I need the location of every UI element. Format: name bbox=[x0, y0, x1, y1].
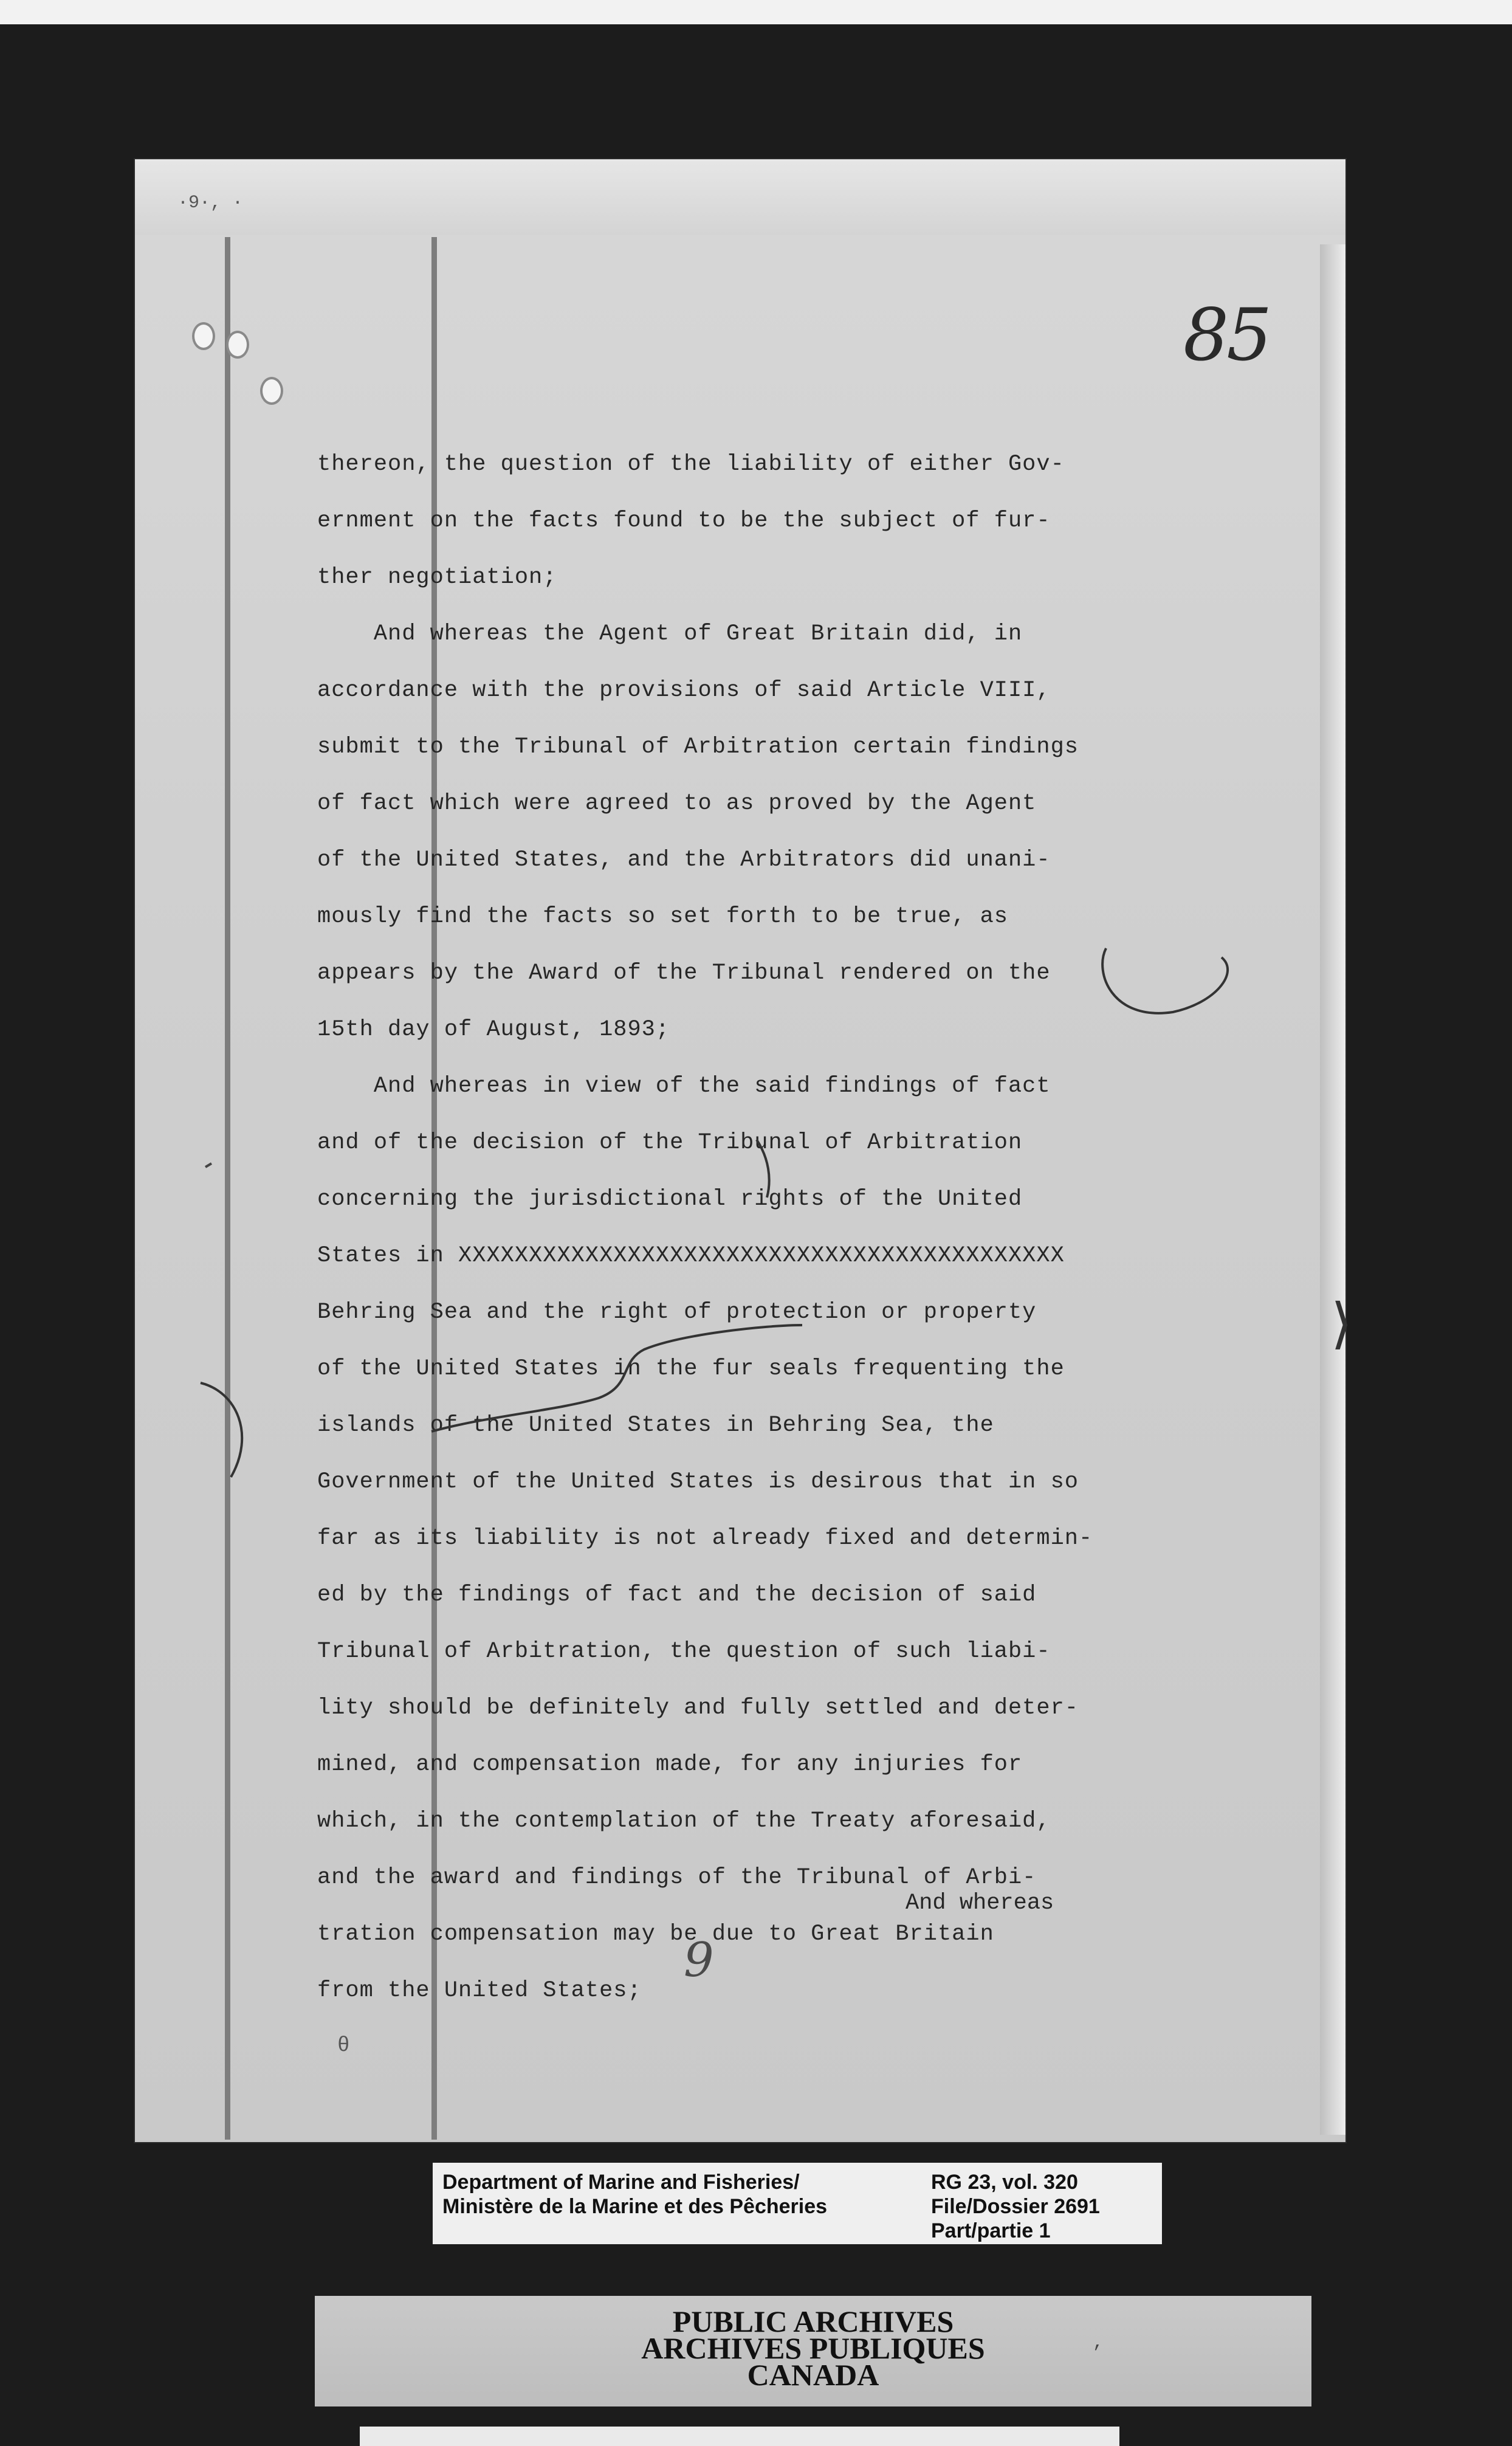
text-line: mously find the facts so set forth to be true, as bbox=[317, 904, 1008, 929]
archive-reference-label bbox=[433, 2163, 1162, 2244]
stamp-line-3: CANADA bbox=[747, 2358, 879, 2392]
text-line: of the United States in the fur seals frequenting the bbox=[317, 1356, 1065, 1382]
stamp-line-1: PUBLIC ARCHIVES bbox=[672, 2304, 954, 2338]
text-line: and of the decision of the Tribunal of Arbitration bbox=[317, 1130, 1023, 1156]
stamp-speck: , bbox=[1093, 2332, 1104, 2353]
margin-tick bbox=[205, 1163, 211, 1167]
corner-marks: ·9·, · bbox=[177, 193, 244, 213]
stamp-line-2: ARCHIVES PUBLIQUES bbox=[641, 2331, 985, 2365]
text-line: far as its liability is not already fixed and determin- bbox=[317, 1526, 1093, 1551]
department-line-2: Ministère de la Marine et des Pêcheries bbox=[442, 2195, 828, 2218]
text-line-struck: States in XXXXXXXXXXXXXXXXXXXXXXXXXXXXXXXXXXXXXXXXXXX bbox=[317, 1243, 1065, 1269]
text-line: mined, and compensation made, for any injuries for bbox=[317, 1752, 1023, 1777]
text-line: And whereas in view of the said findings of fact bbox=[317, 1073, 1051, 1099]
text-line: tration compensation may be due to Great Britain bbox=[317, 1921, 994, 1947]
pencil-insert-mark bbox=[757, 1140, 769, 1197]
text-line: from the United States; bbox=[317, 1978, 642, 2003]
archives-stamp bbox=[315, 2296, 1311, 2406]
pencil-circle-mark bbox=[1102, 948, 1228, 1013]
handwritten-page-number: 85 bbox=[1183, 293, 1270, 377]
text-line: 15th day of August, 1893; bbox=[317, 1017, 670, 1042]
department-label bbox=[442, 2170, 827, 2219]
text-line: of fact which were agreed to as proved by the Agent bbox=[317, 791, 1037, 816]
file-number: File/Dossier 2691 bbox=[931, 2195, 1100, 2218]
text-line: ernment on the facts found to be the subject of fur- bbox=[317, 508, 1051, 534]
margin-mark: θ bbox=[337, 2034, 350, 2058]
text-line: submit to the Tribunal of Arbitration certain findings bbox=[317, 734, 1079, 760]
text-line: of the United States, and the Arbitrators did unani- bbox=[317, 847, 1051, 873]
text-line: concerning the jurisdictional rights of the United bbox=[317, 1187, 1023, 1212]
text-line: lity should be definitely and fully settled and deter- bbox=[317, 1695, 1079, 1721]
text-line: ther negotiation; bbox=[317, 565, 557, 590]
archives-stamp-text bbox=[315, 2304, 1311, 2392]
text-line: And whereas the Agent of Great Britain did, in bbox=[317, 621, 1023, 647]
right-margin-pencil-mark: ⟩ bbox=[1331, 1292, 1353, 1356]
text-line: appears by the Award of the Tribunal rendered on the bbox=[317, 960, 1051, 986]
part-number: Part/partie 1 bbox=[931, 2219, 1051, 2242]
text-line: which, in the contemplation of the Treaty aforesaid, bbox=[317, 1808, 1051, 1834]
handwritten-folio: 9 bbox=[684, 1933, 714, 1988]
text-line: islands of the United States in Behring Sea, the bbox=[317, 1413, 994, 1438]
bottom-film-strip bbox=[360, 2427, 1119, 2446]
text-line: Government of the United States is desirous that in so bbox=[317, 1469, 1079, 1495]
text-line: Behring Sea and the right of protection or property bbox=[317, 1300, 1037, 1325]
pencil-caret-line bbox=[431, 1325, 802, 1431]
text-line: and the award and findings of the Tribunal of Arbi- bbox=[317, 1865, 1037, 1890]
text-line: accordance with the provisions of said Article VIII, bbox=[317, 678, 1051, 703]
text-line: Tribunal of Arbitration, the question of such liabi- bbox=[317, 1639, 1051, 1664]
text-line: thereon, the question of the liability of either Gov- bbox=[317, 452, 1065, 477]
record-group: RG 23, vol. 320 bbox=[931, 2171, 1078, 2194]
department-line-1: Department of Marine and Fisheries/ bbox=[442, 2171, 800, 2194]
pencil-bracket-mark bbox=[201, 1383, 242, 1477]
catchword: And whereas bbox=[905, 1890, 1054, 1916]
text-line: ed by the findings of fact and the decision of said bbox=[317, 1582, 1037, 1608]
reference-numbers bbox=[931, 2170, 1100, 2243]
